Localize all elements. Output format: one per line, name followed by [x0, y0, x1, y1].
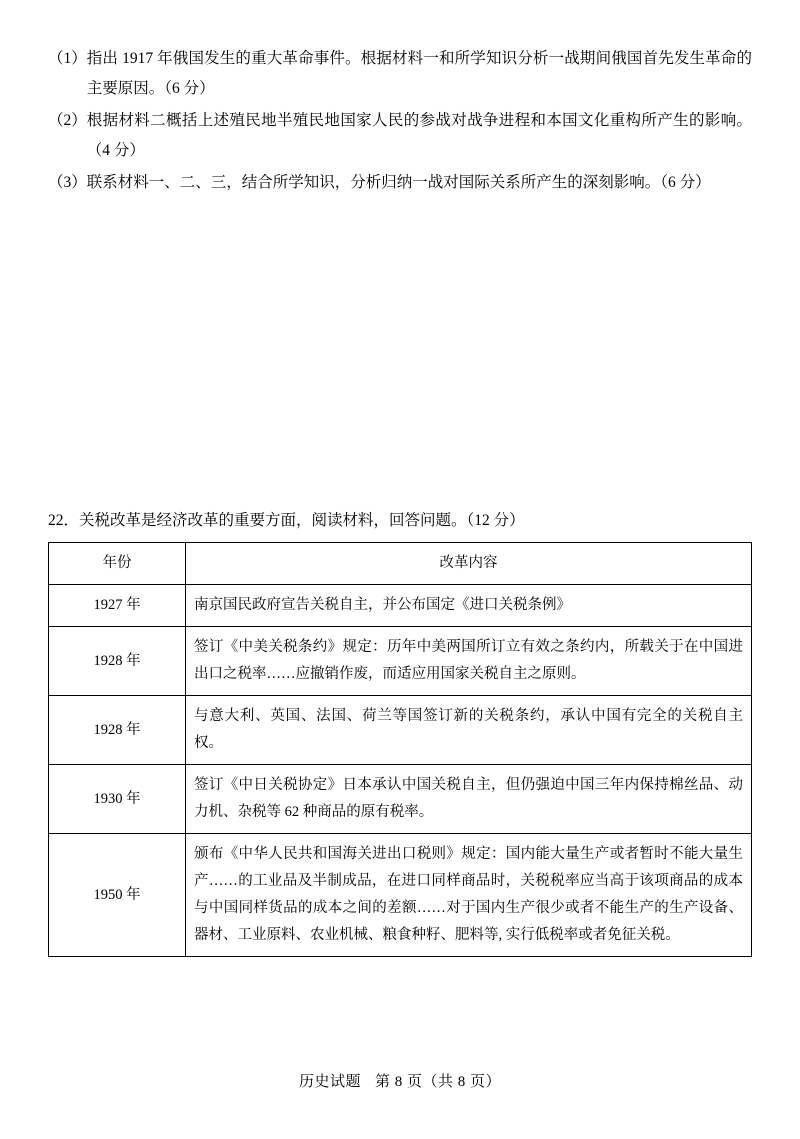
table-cell-content: 签订《中日关税协定》日本承认中国关税自主，但仍强迫中国三年内保持棉丝品、动力机、杂税等 62 种商品的原有税率。 — [186, 765, 752, 834]
table-cell-content: 南京国民政府宣告关税自主，并公布国定《进口关税条例》 — [186, 585, 752, 627]
tax-reform-table — [48, 542, 752, 957]
table-cell-year: 1950 年 — [49, 834, 186, 957]
question-text: 指出 1917 年俄国发生的重大革命事件。根据材料一和所学知识分析一战期间俄国首先发生革命的主要原因。（6 分） — [86, 50, 752, 97]
table-row — [49, 627, 752, 696]
question-list — [48, 44, 752, 198]
table-header-content: 改革内容 — [186, 543, 752, 585]
table-row — [49, 585, 752, 627]
table-cell-content: 颁布《中华人民共和国海关进出口税则》规定：国内能大量生产或者暂时不能大量生产……的工业品及半制成品，在进口同样商品时，关税税率应当高于该项商品的成本与中国同样货品的成本之间的差额……对于国内生产很少或者不能生产的生产设备、器材、工业原料、农业机械、粮食种籽、肥料等, 实行低税率或者免征关税。 — [186, 834, 752, 957]
question-marker: （1） — [48, 50, 87, 67]
table-row — [49, 834, 752, 957]
question-text: 联系材料一、二、三，结合所学知识，分析归纳一战对国际关系所产生的深刻影响。（6 分） — [86, 174, 711, 191]
answer-space — [48, 200, 752, 500]
table-row — [49, 765, 752, 834]
table-row — [49, 696, 752, 765]
question-marker: （3） — [48, 174, 87, 191]
footer-page-number: 第 8 页（共 8 页） — [375, 1074, 502, 1090]
question-marker: （2） — [48, 112, 87, 129]
footer-subject: 历史试题 — [298, 1074, 361, 1090]
table-cell-content: 与意大利、英国、法国、荷兰等国签订新的关税条约，承认中国有完全的关税自主权。 — [186, 696, 752, 765]
table-cell-year: 1927 年 — [49, 585, 186, 627]
table-cell-year: 1928 年 — [49, 696, 186, 765]
question-item — [48, 44, 752, 104]
table-header-year: 年份 — [49, 543, 186, 585]
page-footer — [0, 1070, 800, 1091]
question-item — [48, 168, 752, 198]
question-item — [48, 106, 752, 166]
table-cell-content: 签订《中美关税条约》规定：历年中美两国所订立有效之条约内，所载关于在中国进出口之税率……应撤销作废，而适应用国家关税自主之原则。 — [186, 627, 752, 696]
table-cell-year: 1928 年 — [49, 627, 186, 696]
question-text: 根据材料二概括上述殖民地半殖民地国家人民的参战对战争进程和本国文化重构所产生的影响。（4 分） — [86, 112, 752, 159]
table-header-row — [49, 543, 752, 585]
table-cell-year: 1930 年 — [49, 765, 186, 834]
section-title: 22．关税改革是经济改革的重要方面，阅读材料，回答问题。（12 分） — [48, 512, 525, 529]
